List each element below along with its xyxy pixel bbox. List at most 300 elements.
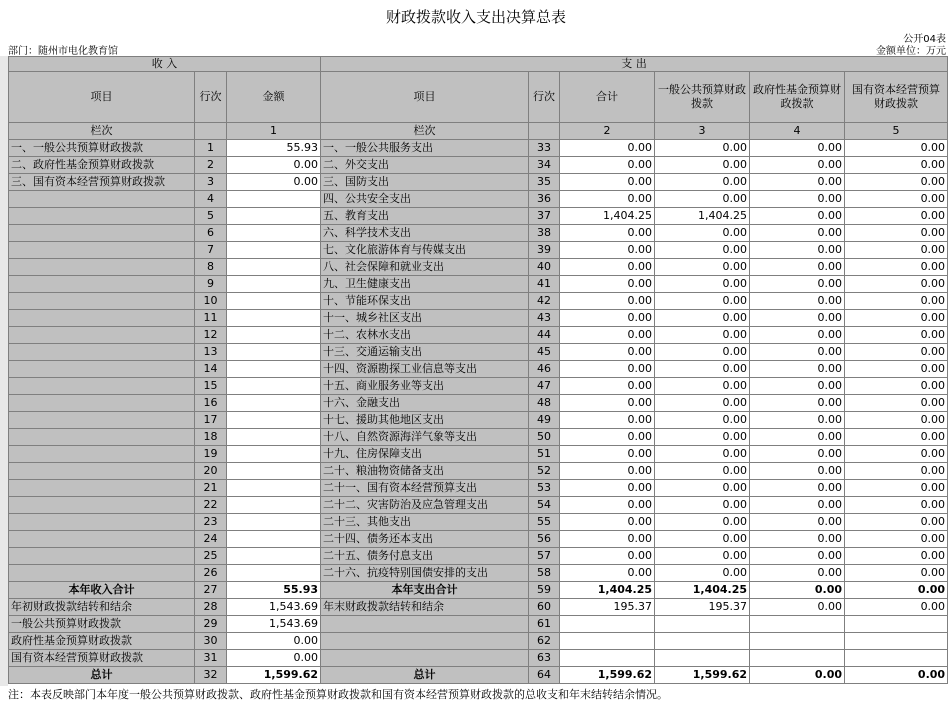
income-item-cell[interactable] xyxy=(9,412,195,429)
expense-row-no-cell[interactable]: 43 xyxy=(529,310,560,327)
income-amount-cell[interactable]: 1,543.69 xyxy=(227,599,321,616)
income-amount-cell[interactable] xyxy=(227,361,321,378)
expense-row-no-cell[interactable]: 60 xyxy=(529,599,560,616)
gov-fund-cell[interactable]: 0.00 xyxy=(750,293,845,310)
expense-row-no-cell[interactable]: 47 xyxy=(529,378,560,395)
expense-item-cell[interactable]: 十五、商业服务业等支出 xyxy=(321,378,529,395)
income-amount-cell[interactable]: 0.00 xyxy=(227,174,321,191)
general-budget-cell[interactable] xyxy=(655,616,750,633)
state-capital-cell[interactable]: 0.00 xyxy=(845,276,948,293)
income-amount-cell[interactable] xyxy=(227,412,321,429)
income-row-no-cell[interactable]: 32 xyxy=(195,667,227,684)
state-capital-cell[interactable]: 0.00 xyxy=(845,446,948,463)
general-budget-cell[interactable] xyxy=(655,650,750,667)
expense-row-no-cell[interactable]: 49 xyxy=(529,412,560,429)
general-budget-cell[interactable]: 0.00 xyxy=(655,157,750,174)
state-capital-cell[interactable]: 0.00 xyxy=(845,242,948,259)
total-cell[interactable]: 0.00 xyxy=(560,429,655,446)
total-cell[interactable]: 0.00 xyxy=(560,412,655,429)
income-amount-cell[interactable] xyxy=(227,327,321,344)
expense-row-no-cell[interactable]: 63 xyxy=(529,650,560,667)
income-item-cell[interactable] xyxy=(9,429,195,446)
total-cell[interactable]: 1,404.25 xyxy=(560,208,655,225)
income-row-no-cell[interactable]: 30 xyxy=(195,633,227,650)
expense-section-header[interactable]: 支 出 xyxy=(321,57,948,72)
general-budget-cell[interactable]: 0.00 xyxy=(655,480,750,497)
expense-row-no-cell[interactable]: 55 xyxy=(529,514,560,531)
state-capital-cell[interactable]: 0.00 xyxy=(845,480,948,497)
col-num-5[interactable]: 5 xyxy=(845,123,948,140)
gov-fund-cell[interactable]: 0.00 xyxy=(750,344,845,361)
income-item-cell[interactable]: 一、一般公共预算财政拨款 xyxy=(9,140,195,157)
income-amount-cell[interactable]: 55.93 xyxy=(227,140,321,157)
income-amount-cell[interactable]: 1,543.69 xyxy=(227,616,321,633)
expense-row-no-cell[interactable]: 33 xyxy=(529,140,560,157)
income-item-cell[interactable] xyxy=(9,344,195,361)
income-amount-cell[interactable] xyxy=(227,276,321,293)
gov-fund-cell[interactable]: 0.00 xyxy=(750,395,845,412)
expense-item-header[interactable]: 项目 xyxy=(321,72,529,123)
expense-row-no-cell[interactable]: 56 xyxy=(529,531,560,548)
income-item-cell[interactable] xyxy=(9,565,195,582)
income-row-no-cell[interactable]: 6 xyxy=(195,225,227,242)
col-num-4[interactable]: 4 xyxy=(750,123,845,140)
general-budget-cell[interactable]: 0.00 xyxy=(655,276,750,293)
state-capital-cell[interactable]: 0.00 xyxy=(845,310,948,327)
total-cell[interactable]: 0.00 xyxy=(560,191,655,208)
expense-row-no-cell[interactable]: 39 xyxy=(529,242,560,259)
income-row-no-cell[interactable]: 1 xyxy=(195,140,227,157)
expense-item-cell[interactable]: 六、科学技术支出 xyxy=(321,225,529,242)
income-amount-cell[interactable] xyxy=(227,531,321,548)
income-row-no-blank[interactable] xyxy=(195,123,227,140)
total-cell[interactable] xyxy=(560,650,655,667)
income-row-no-cell[interactable]: 13 xyxy=(195,344,227,361)
income-amount-cell[interactable] xyxy=(227,429,321,446)
expense-item-cell[interactable]: 十二、农林水支出 xyxy=(321,327,529,344)
general-budget-cell[interactable]: 0.00 xyxy=(655,446,750,463)
income-item-cell[interactable] xyxy=(9,480,195,497)
state-capital-cell[interactable]: 0.00 xyxy=(845,157,948,174)
general-budget-cell[interactable]: 0.00 xyxy=(655,429,750,446)
expense-item-cell[interactable]: 二十三、其他支出 xyxy=(321,514,529,531)
income-amount-cell[interactable] xyxy=(227,548,321,565)
income-amount-cell[interactable] xyxy=(227,310,321,327)
income-amount-cell[interactable]: 0.00 xyxy=(227,157,321,174)
state-capital-cell[interactable]: 0.00 xyxy=(845,293,948,310)
expense-item-cell[interactable] xyxy=(321,616,529,633)
expense-row-no-cell[interactable]: 34 xyxy=(529,157,560,174)
expense-item-cell[interactable]: 一、一般公共服务支出 xyxy=(321,140,529,157)
expense-item-cell[interactable]: 八、社会保障和就业支出 xyxy=(321,259,529,276)
total-cell[interactable]: 0.00 xyxy=(560,463,655,480)
total-cell[interactable]: 0.00 xyxy=(560,276,655,293)
total-header[interactable]: 合计 xyxy=(560,72,655,123)
general-budget-cell[interactable]: 0.00 xyxy=(655,174,750,191)
income-amount-cell[interactable] xyxy=(227,514,321,531)
expense-row-no-cell[interactable]: 44 xyxy=(529,327,560,344)
income-item-cell[interactable] xyxy=(9,531,195,548)
expense-item-cell[interactable]: 二十四、债务还本支出 xyxy=(321,531,529,548)
total-cell[interactable]: 0.00 xyxy=(560,293,655,310)
expense-row-no-cell[interactable]: 45 xyxy=(529,344,560,361)
expense-row-no-cell[interactable]: 57 xyxy=(529,548,560,565)
gov-fund-cell[interactable]: 0.00 xyxy=(750,242,845,259)
gov-fund-cell[interactable]: 0.00 xyxy=(750,259,845,276)
general-budget-cell[interactable]: 0.00 xyxy=(655,497,750,514)
expense-row-no-cell[interactable]: 51 xyxy=(529,446,560,463)
income-item-cell[interactable] xyxy=(9,514,195,531)
expense-item-cell[interactable]: 十九、住房保障支出 xyxy=(321,446,529,463)
income-amount-cell[interactable]: 0.00 xyxy=(227,633,321,650)
total-cell[interactable]: 0.00 xyxy=(560,548,655,565)
gov-fund-cell[interactable]: 0.00 xyxy=(750,310,845,327)
income-row-no-cell[interactable]: 15 xyxy=(195,378,227,395)
total-cell[interactable]: 0.00 xyxy=(560,225,655,242)
general-budget-cell[interactable]: 0.00 xyxy=(655,191,750,208)
income-row-no-cell[interactable]: 24 xyxy=(195,531,227,548)
expense-item-cell[interactable]: 九、卫生健康支出 xyxy=(321,276,529,293)
total-cell[interactable]: 0.00 xyxy=(560,565,655,582)
total-cell[interactable]: 0.00 xyxy=(560,395,655,412)
total-cell[interactable]: 0.00 xyxy=(560,157,655,174)
income-item-cell[interactable] xyxy=(9,310,195,327)
gov-fund-cell[interactable]: 0.00 xyxy=(750,208,845,225)
gov-fund-cell[interactable]: 0.00 xyxy=(750,225,845,242)
expense-item-cell[interactable]: 四、公共安全支出 xyxy=(321,191,529,208)
general-budget-cell[interactable]: 195.37 xyxy=(655,599,750,616)
income-item-cell[interactable] xyxy=(9,463,195,480)
general-budget-cell[interactable]: 1,404.25 xyxy=(655,582,750,599)
income-amount-cell[interactable] xyxy=(227,242,321,259)
expense-item-cell[interactable]: 十七、援助其他地区支出 xyxy=(321,412,529,429)
income-row-no-header[interactable]: 行次 xyxy=(195,72,227,123)
income-row-no-cell[interactable]: 31 xyxy=(195,650,227,667)
income-amount-cell[interactable] xyxy=(227,480,321,497)
total-cell[interactable]: 0.00 xyxy=(560,259,655,276)
expense-row-no-cell[interactable]: 42 xyxy=(529,293,560,310)
total-cell[interactable]: 0.00 xyxy=(560,140,655,157)
gov-fund-cell[interactable]: 0.00 xyxy=(750,599,845,616)
expense-item-cell[interactable] xyxy=(321,650,529,667)
total-cell[interactable]: 0.00 xyxy=(560,310,655,327)
gov-fund-cell[interactable]: 0.00 xyxy=(750,140,845,157)
income-item-cell[interactable]: 国有资本经营预算财政拨款 xyxy=(9,650,195,667)
state-capital-cell[interactable]: 0.00 xyxy=(845,361,948,378)
income-row-no-cell[interactable]: 12 xyxy=(195,327,227,344)
income-amount-cell[interactable] xyxy=(227,446,321,463)
general-budget-header[interactable]: 一般公共预算财政拨款 xyxy=(655,72,750,123)
gov-fund-cell[interactable]: 0.00 xyxy=(750,191,845,208)
expense-item-cell[interactable]: 本年支出合计 xyxy=(321,582,529,599)
state-capital-cell[interactable]: 0.00 xyxy=(845,531,948,548)
expense-item-cell[interactable]: 二十二、灾害防治及应急管理支出 xyxy=(321,497,529,514)
income-item-cell[interactable] xyxy=(9,208,195,225)
income-item-cell[interactable] xyxy=(9,242,195,259)
gov-fund-cell[interactable]: 0.00 xyxy=(750,548,845,565)
state-capital-cell[interactable]: 0.00 xyxy=(845,225,948,242)
general-budget-cell[interactable]: 0.00 xyxy=(655,565,750,582)
col-num-2[interactable]: 2 xyxy=(560,123,655,140)
expense-row-no-header[interactable]: 行次 xyxy=(529,72,560,123)
income-row-no-cell[interactable]: 20 xyxy=(195,463,227,480)
gov-fund-header[interactable]: 政府性基金预算财政拨款 xyxy=(750,72,845,123)
general-budget-cell[interactable]: 0.00 xyxy=(655,361,750,378)
income-row-no-cell[interactable]: 21 xyxy=(195,480,227,497)
income-row-no-cell[interactable]: 3 xyxy=(195,174,227,191)
income-row-no-cell[interactable]: 27 xyxy=(195,582,227,599)
state-capital-cell[interactable]: 0.00 xyxy=(845,463,948,480)
expense-item-cell[interactable]: 五、教育支出 xyxy=(321,208,529,225)
expense-column-label[interactable]: 栏次 xyxy=(321,123,529,140)
income-amount-cell[interactable] xyxy=(227,395,321,412)
state-capital-cell[interactable]: 0.00 xyxy=(845,208,948,225)
col-num-3[interactable]: 3 xyxy=(655,123,750,140)
income-row-no-cell[interactable]: 11 xyxy=(195,310,227,327)
state-capital-cell[interactable]: 0.00 xyxy=(845,191,948,208)
income-amount-header[interactable]: 金额 xyxy=(227,72,321,123)
general-budget-cell[interactable]: 0.00 xyxy=(655,412,750,429)
income-item-cell[interactable] xyxy=(9,276,195,293)
total-cell[interactable]: 0.00 xyxy=(560,497,655,514)
general-budget-cell[interactable]: 0.00 xyxy=(655,242,750,259)
income-item-cell[interactable] xyxy=(9,191,195,208)
gov-fund-cell[interactable]: 0.00 xyxy=(750,480,845,497)
income-amount-cell[interactable] xyxy=(227,191,321,208)
income-amount-cell[interactable] xyxy=(227,259,321,276)
total-cell[interactable]: 0.00 xyxy=(560,344,655,361)
income-item-cell[interactable] xyxy=(9,446,195,463)
income-row-no-cell[interactable]: 22 xyxy=(195,497,227,514)
gov-fund-cell[interactable]: 0.00 xyxy=(750,429,845,446)
income-item-cell[interactable]: 政府性基金预算财政拨款 xyxy=(9,633,195,650)
income-item-cell[interactable] xyxy=(9,259,195,276)
income-row-no-cell[interactable]: 2 xyxy=(195,157,227,174)
general-budget-cell[interactable]: 0.00 xyxy=(655,531,750,548)
general-budget-cell[interactable]: 0.00 xyxy=(655,463,750,480)
expense-row-no-cell[interactable]: 35 xyxy=(529,174,560,191)
general-budget-cell[interactable]: 0.00 xyxy=(655,548,750,565)
state-capital-cell[interactable]: 0.00 xyxy=(845,582,948,599)
expense-row-no-cell[interactable]: 38 xyxy=(529,225,560,242)
income-amount-cell[interactable] xyxy=(227,497,321,514)
gov-fund-cell[interactable] xyxy=(750,616,845,633)
expense-row-no-blank[interactable] xyxy=(529,123,560,140)
state-capital-header[interactable]: 国有资本经营预算财政拨款 xyxy=(845,72,948,123)
income-row-no-cell[interactable]: 8 xyxy=(195,259,227,276)
state-capital-cell[interactable]: 0.00 xyxy=(845,548,948,565)
general-budget-cell[interactable]: 0.00 xyxy=(655,514,750,531)
expense-item-cell[interactable]: 年末财政拨款结转和结余 xyxy=(321,599,529,616)
expense-row-no-cell[interactable]: 58 xyxy=(529,565,560,582)
expense-item-cell[interactable]: 十一、城乡社区支出 xyxy=(321,310,529,327)
income-row-no-cell[interactable]: 29 xyxy=(195,616,227,633)
expense-row-no-cell[interactable]: 36 xyxy=(529,191,560,208)
gov-fund-cell[interactable] xyxy=(750,650,845,667)
total-cell[interactable]: 0.00 xyxy=(560,174,655,191)
state-capital-cell[interactable]: 0.00 xyxy=(845,667,948,684)
income-row-no-cell[interactable]: 23 xyxy=(195,514,227,531)
income-row-no-cell[interactable]: 26 xyxy=(195,565,227,582)
state-capital-cell[interactable]: 0.00 xyxy=(845,259,948,276)
gov-fund-cell[interactable]: 0.00 xyxy=(750,531,845,548)
expense-item-cell[interactable]: 十三、交通运输支出 xyxy=(321,344,529,361)
expense-item-cell[interactable]: 总计 xyxy=(321,667,529,684)
state-capital-cell[interactable]: 0.00 xyxy=(845,344,948,361)
total-cell[interactable]: 0.00 xyxy=(560,327,655,344)
total-cell[interactable]: 0.00 xyxy=(560,514,655,531)
income-item-cell[interactable] xyxy=(9,497,195,514)
total-cell[interactable]: 0.00 xyxy=(560,242,655,259)
expense-row-no-cell[interactable]: 48 xyxy=(529,395,560,412)
income-item-cell[interactable] xyxy=(9,225,195,242)
gov-fund-cell[interactable]: 0.00 xyxy=(750,463,845,480)
expense-item-cell[interactable]: 二、外交支出 xyxy=(321,157,529,174)
expense-item-cell[interactable]: 二十、粮油物资储备支出 xyxy=(321,463,529,480)
income-item-cell[interactable]: 总计 xyxy=(9,667,195,684)
income-row-no-cell[interactable]: 9 xyxy=(195,276,227,293)
income-amount-cell[interactable]: 0.00 xyxy=(227,650,321,667)
general-budget-cell[interactable]: 0.00 xyxy=(655,378,750,395)
general-budget-cell[interactable]: 0.00 xyxy=(655,225,750,242)
income-row-no-cell[interactable]: 16 xyxy=(195,395,227,412)
income-amount-cell[interactable]: 55.93 xyxy=(227,582,321,599)
income-item-cell[interactable] xyxy=(9,361,195,378)
income-amount-cell[interactable] xyxy=(227,463,321,480)
total-cell[interactable]: 1,404.25 xyxy=(560,582,655,599)
state-capital-cell[interactable] xyxy=(845,633,948,650)
general-budget-cell[interactable]: 0.00 xyxy=(655,259,750,276)
general-budget-cell[interactable]: 0.00 xyxy=(655,293,750,310)
expense-row-no-cell[interactable]: 54 xyxy=(529,497,560,514)
total-cell[interactable]: 0.00 xyxy=(560,361,655,378)
gov-fund-cell[interactable]: 0.00 xyxy=(750,565,845,582)
income-item-header[interactable]: 项目 xyxy=(9,72,195,123)
expense-item-cell[interactable] xyxy=(321,633,529,650)
income-item-cell[interactable] xyxy=(9,378,195,395)
income-item-cell[interactable]: 本年收入合计 xyxy=(9,582,195,599)
total-cell[interactable]: 0.00 xyxy=(560,531,655,548)
income-amount-cell[interactable] xyxy=(227,565,321,582)
gov-fund-cell[interactable]: 0.00 xyxy=(750,446,845,463)
income-row-no-cell[interactable]: 25 xyxy=(195,548,227,565)
income-item-cell[interactable] xyxy=(9,293,195,310)
income-item-cell[interactable]: 二、政府性基金预算财政拨款 xyxy=(9,157,195,174)
state-capital-cell[interactable]: 0.00 xyxy=(845,599,948,616)
income-item-cell[interactable] xyxy=(9,327,195,344)
income-amount-cell[interactable] xyxy=(227,378,321,395)
state-capital-cell[interactable]: 0.00 xyxy=(845,497,948,514)
income-row-no-cell[interactable]: 19 xyxy=(195,446,227,463)
state-capital-cell[interactable]: 0.00 xyxy=(845,429,948,446)
gov-fund-cell[interactable]: 0.00 xyxy=(750,327,845,344)
income-item-cell[interactable]: 年初财政拨款结转和结余 xyxy=(9,599,195,616)
gov-fund-cell[interactable]: 0.00 xyxy=(750,378,845,395)
income-row-no-cell[interactable]: 7 xyxy=(195,242,227,259)
state-capital-cell[interactable]: 0.00 xyxy=(845,395,948,412)
total-cell[interactable]: 1,599.62 xyxy=(560,667,655,684)
state-capital-cell[interactable] xyxy=(845,650,948,667)
income-item-cell[interactable]: 三、国有资本经营预算财政拨款 xyxy=(9,174,195,191)
col-num-1[interactable]: 1 xyxy=(227,123,321,140)
income-amount-cell[interactable] xyxy=(227,208,321,225)
total-cell[interactable] xyxy=(560,633,655,650)
expense-item-cell[interactable]: 十六、金融支出 xyxy=(321,395,529,412)
expense-row-no-cell[interactable]: 41 xyxy=(529,276,560,293)
total-cell[interactable]: 195.37 xyxy=(560,599,655,616)
income-amount-cell[interactable]: 1,599.62 xyxy=(227,667,321,684)
gov-fund-cell[interactable]: 0.00 xyxy=(750,497,845,514)
gov-fund-cell[interactable]: 0.00 xyxy=(750,514,845,531)
general-budget-cell[interactable]: 0.00 xyxy=(655,344,750,361)
total-cell[interactable] xyxy=(560,616,655,633)
income-row-no-cell[interactable]: 17 xyxy=(195,412,227,429)
state-capital-cell[interactable]: 0.00 xyxy=(845,565,948,582)
total-cell[interactable]: 0.00 xyxy=(560,446,655,463)
income-row-no-cell[interactable]: 14 xyxy=(195,361,227,378)
general-budget-cell[interactable]: 0.00 xyxy=(655,140,750,157)
income-row-no-cell[interactable]: 5 xyxy=(195,208,227,225)
gov-fund-cell[interactable]: 0.00 xyxy=(750,582,845,599)
gov-fund-cell[interactable]: 0.00 xyxy=(750,174,845,191)
expense-item-cell[interactable]: 十四、资源勘探工业信息等支出 xyxy=(321,361,529,378)
gov-fund-cell[interactable]: 0.00 xyxy=(750,157,845,174)
expense-row-no-cell[interactable]: 64 xyxy=(529,667,560,684)
gov-fund-cell[interactable]: 0.00 xyxy=(750,361,845,378)
state-capital-cell[interactable]: 0.00 xyxy=(845,327,948,344)
expense-item-cell[interactable]: 二十一、国有资本经营预算支出 xyxy=(321,480,529,497)
gov-fund-cell[interactable]: 0.00 xyxy=(750,667,845,684)
income-row-no-cell[interactable]: 28 xyxy=(195,599,227,616)
expense-row-no-cell[interactable]: 61 xyxy=(529,616,560,633)
state-capital-cell[interactable] xyxy=(845,616,948,633)
expense-row-no-cell[interactable]: 37 xyxy=(529,208,560,225)
expense-item-cell[interactable]: 三、国防支出 xyxy=(321,174,529,191)
expense-item-cell[interactable]: 十、节能环保支出 xyxy=(321,293,529,310)
income-section-header[interactable]: 收 入 xyxy=(9,57,321,72)
expense-row-no-cell[interactable]: 40 xyxy=(529,259,560,276)
expense-row-no-cell[interactable]: 46 xyxy=(529,361,560,378)
expense-item-cell[interactable]: 二十六、抗疫特别国债安排的支出 xyxy=(321,565,529,582)
state-capital-cell[interactable]: 0.00 xyxy=(845,378,948,395)
income-amount-cell[interactable] xyxy=(227,293,321,310)
expense-row-no-cell[interactable]: 53 xyxy=(529,480,560,497)
income-item-cell[interactable] xyxy=(9,395,195,412)
income-row-no-cell[interactable]: 18 xyxy=(195,429,227,446)
general-budget-cell[interactable]: 0.00 xyxy=(655,395,750,412)
income-item-cell[interactable] xyxy=(9,548,195,565)
state-capital-cell[interactable]: 0.00 xyxy=(845,514,948,531)
general-budget-cell[interactable]: 1,599.62 xyxy=(655,667,750,684)
general-budget-cell[interactable] xyxy=(655,633,750,650)
expense-item-cell[interactable]: 二十五、债务付息支出 xyxy=(321,548,529,565)
total-cell[interactable]: 0.00 xyxy=(560,378,655,395)
general-budget-cell[interactable]: 0.00 xyxy=(655,327,750,344)
expense-row-no-cell[interactable]: 50 xyxy=(529,429,560,446)
income-amount-cell[interactable] xyxy=(227,225,321,242)
expense-item-cell[interactable]: 十八、自然资源海洋气象等支出 xyxy=(321,429,529,446)
income-row-no-cell[interactable]: 4 xyxy=(195,191,227,208)
expense-row-no-cell[interactable]: 52 xyxy=(529,463,560,480)
gov-fund-cell[interactable]: 0.00 xyxy=(750,412,845,429)
state-capital-cell[interactable]: 0.00 xyxy=(845,412,948,429)
gov-fund-cell[interactable]: 0.00 xyxy=(750,276,845,293)
total-cell[interactable]: 0.00 xyxy=(560,480,655,497)
expense-row-no-cell[interactable]: 62 xyxy=(529,633,560,650)
general-budget-cell[interactable]: 1,404.25 xyxy=(655,208,750,225)
income-amount-cell[interactable] xyxy=(227,344,321,361)
expense-row-no-cell[interactable]: 59 xyxy=(529,582,560,599)
